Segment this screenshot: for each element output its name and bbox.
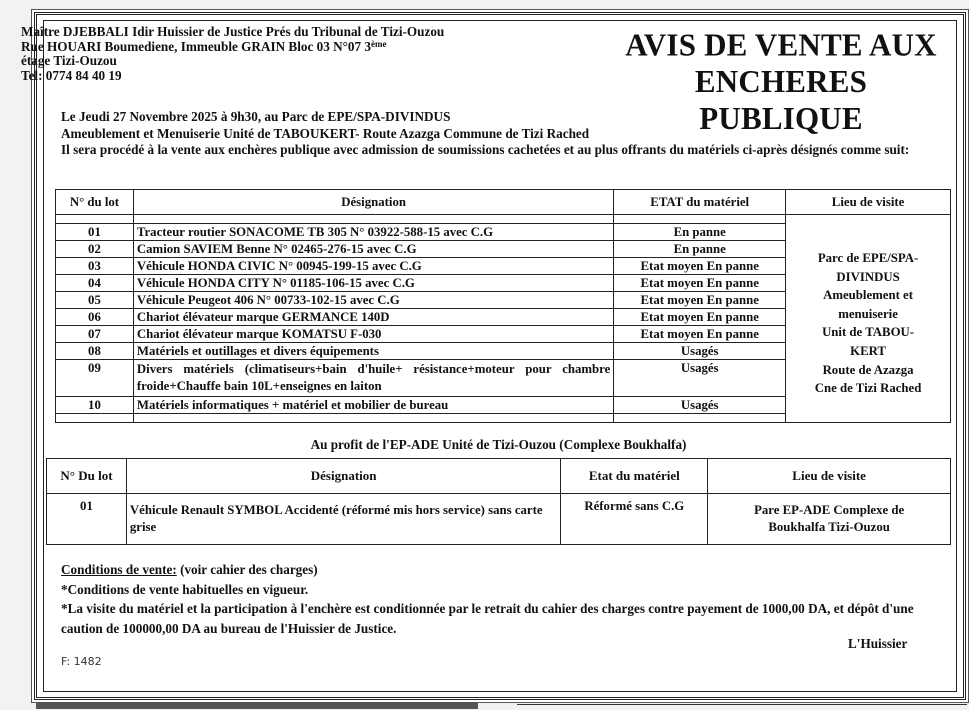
lot-designation: Véhicule Renault SYMBOL Accidenté (réformé mis hors service) sans carte grise [126,494,560,545]
bailiff-name: Maître DJEBBALI Idir Huissier de Justice Prés du Tribunal de Tizi-Ouzou [21,24,445,39]
lot-number: 06 [56,309,134,326]
lieu-visite-cell: Parc de EPE/SPA- DIVINDUS Ameublement et menuiserie Unit de TABOU- KERT Route de Azazga Cne de Tizi Rached [786,215,951,423]
col-header-etat: ETAT du matériel [614,190,786,215]
adjacent-ad-edge [36,703,478,709]
lot-designation: Camion SAVIEM Benne N° 02465-276-15 avec C.G [133,241,613,258]
col-header-lieu: Lieu de visite [708,459,951,494]
lot-designation: Matériels informatiques + matériel et mobilier de bureau [133,397,613,414]
beneficiary-line: Au profit de l'EP-ADE Unité de Tizi-Ouzou (Complexe Boukhalfa) [310,437,687,452]
conditions-section: Conditions de vente: (voir cahier des charges) *Conditions de vente habituelles en vigueur. *La visite du matériel et la participation à l'enchère est conditionnée par le retrait du cahier des charges contre payement de 1000,00 DA, et dépôt d'une caution de 100000,00 DA au bureau de l'Huissier de Justice. [61,560,951,638]
lot-lieu: Pare EP-ADE Complexe de Boukhalfa Tizi-Ouzou [708,494,951,545]
lot-designation: Matériels et outillages et divers équipements [133,343,613,360]
lot-etat: En panne [614,224,786,241]
reference-number: F: 1482 [61,655,102,668]
notice-title: AVIS DE VENTE AUX ENCHERES PUBLIQUE [625,26,937,137]
bailiff-floor: étage Tizi-Ouzou [21,53,117,69]
lot-number: 01 [47,494,127,545]
lot-designation: Tracteur routier SONACOME TB 305 N° 03922-588-15 avec C.G [133,224,613,241]
lot-designation: Véhicule HONDA CIVIC N° 00945-199-15 avec C.G [133,258,613,275]
lot-etat: Etat moyen En panne [614,326,786,343]
conditions-title: Conditions de vente: [61,562,177,577]
lot-number: 10 [56,397,134,414]
lot-etat: Usagés [614,397,786,414]
lot-designation: Chariot élévateur marque GERMANCE 140D [133,309,613,326]
lot-designation: Divers matériels (climatiseurs+bain d'huile+ résistance+moteur pour chambre froide+Chauffe bain 10L+enseignes en laiton [133,360,613,397]
col-header-etat: Etat du matériel [561,459,708,494]
lot-etat: Usagés [614,360,786,397]
signature: L'Huissier [848,636,908,651]
lot-etat: Usagés [614,343,786,360]
lot-number: 05 [56,292,134,309]
lot-designation: Véhicule Peugeot 406 N° 00733-102-15 avec C.G [133,292,613,309]
col-header-designation: Désignation [133,190,613,215]
lot-number: 01 [56,224,134,241]
conditions-line: *Conditions de vente habituelles en vigueur. [61,581,309,597]
lot-number: 04 [56,275,134,292]
conditions-line: *La visite du matériel et la participation à l'enchère est conditionnée par le retrait du cahier des charges contre payement de 1000,00 DA, et dépôt d'une caution de 100000,00 DA au bureau de l'Huissier de Justice. [61,601,914,636]
lot-number: 09 [56,360,134,397]
lot-number: 02 [56,241,134,258]
lot-etat: Etat moyen En panne [614,258,786,275]
lot-etat: Etat moyen En panne [614,292,786,309]
lot-designation: Véhicule HONDA CITY N° 01185-106-15 avec C.G [133,275,613,292]
col-header-designation: Désignation [126,459,560,494]
bailiff-address: Rue HOUARI Boumediene, Immeuble GRAIN Bloc 03 N°07 3ème [21,38,387,54]
lot-etat: Réformé sans C.G [561,494,708,545]
bailiff-header [21,25,581,83]
sale-location: Ameublement et Menuiserie Unité de TABOUKERT- Route Azazga Commune de Tizi Rached [61,125,590,141]
lot-number: 08 [56,343,134,360]
table-row [47,494,951,545]
second-lot-table [46,458,951,545]
sale-date: Le Jeudi 27 Novembre 2025 à 9h30, au Parc de EPE/SPA-DIVINDUS [61,109,451,124]
sale-intro [61,109,951,159]
lot-number: 07 [56,326,134,343]
lot-designation: Chariot élévateur marque KOMATSU F-030 [133,326,613,343]
sale-description: Il sera procédé à la vente aux enchères publique avec admission de soumissions cachetées et au plus offrants du matériels ci-après désignés comme suit: [61,142,910,158]
col-header-lot: N° du lot [56,190,134,215]
lot-etat: Etat moyen En panne [614,275,786,292]
col-header-lot: N° Du lot [47,459,127,494]
lot-number: 03 [56,258,134,275]
lot-etat: Etat moyen En panne [614,309,786,326]
lots-table [55,189,951,423]
col-header-lieu: Lieu de visite [786,190,951,215]
adjacent-ad-edge [517,704,967,710]
bailiff-phone: Tel: 0774 84 40 19 [21,67,122,83]
lot-etat: En panne [614,241,786,258]
